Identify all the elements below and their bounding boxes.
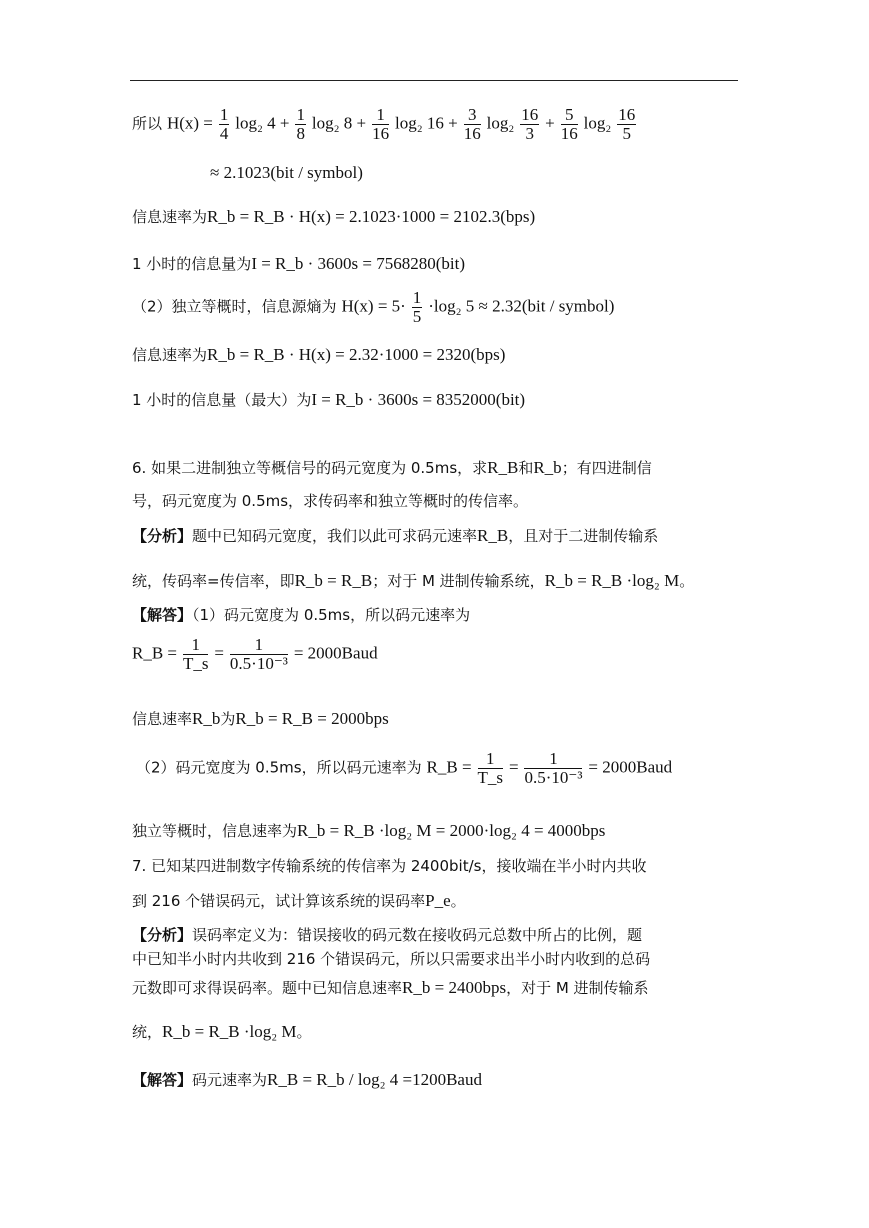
math: H(x) = 5· bbox=[341, 296, 406, 316]
question-6-line-2: 号，码元宽度为 0.5ms，求传码率和独立等概时的传信率。 bbox=[132, 492, 529, 510]
math: log₂ 8 + bbox=[311, 113, 367, 133]
info-rate-line-2 bbox=[132, 345, 505, 365]
numerator: 1 bbox=[296, 105, 305, 124]
denominator: 0.5·10⁻³ bbox=[524, 767, 583, 787]
text: 6. 如果二进制独立等概信号的码元宽度为 0.5ms，求 bbox=[132, 459, 488, 477]
math: ·log₂ 5 ≈ 2.32(bit / symbol) bbox=[428, 296, 615, 316]
analysis-7-line-1 bbox=[132, 926, 642, 945]
fraction bbox=[524, 750, 582, 787]
text: 到 216 个错误码元，试计算该系统的误码率 bbox=[132, 892, 426, 910]
analysis-6-line-2 bbox=[132, 571, 694, 591]
math: R_B = R_b / log₂ 4 =1200Baud bbox=[267, 1070, 482, 1089]
baud-rate-formula-1 bbox=[132, 636, 378, 673]
math: R_b = R_B bbox=[294, 571, 373, 590]
text: 统，传码率=传信率，即 bbox=[132, 572, 295, 590]
fraction bbox=[412, 289, 423, 326]
info-rate-quaternary-line bbox=[132, 821, 605, 841]
fraction bbox=[295, 106, 306, 143]
denominator: 8 bbox=[296, 123, 305, 143]
text: 信息速率为 bbox=[132, 208, 208, 226]
text: （1）码元宽度为 0.5ms，所以码元速率为 bbox=[192, 606, 471, 624]
fraction bbox=[617, 106, 636, 143]
text: 统， bbox=[132, 1023, 163, 1041]
math: log₂ bbox=[486, 113, 515, 133]
fraction bbox=[230, 636, 288, 673]
text: 和 bbox=[518, 459, 534, 477]
numerator: 1 bbox=[219, 105, 229, 124]
denominator: 16 bbox=[463, 123, 481, 143]
math: P_e bbox=[425, 891, 451, 910]
math: R_b = R_B ·log₂ M = 2000·log₂ 4 = 4000bps bbox=[297, 821, 606, 840]
fraction bbox=[219, 106, 230, 143]
text: 独立等概时，信息速率为 bbox=[132, 822, 298, 840]
equiprobable-entropy-line bbox=[132, 289, 614, 326]
header-rule bbox=[130, 80, 738, 81]
math: = bbox=[508, 757, 519, 777]
numerator: 5 bbox=[561, 106, 578, 125]
math: R_b = R_B · H(x) = 2.1023·1000 = 2102.3(bps) bbox=[207, 207, 536, 226]
analysis-label: 【分析】 bbox=[132, 926, 193, 944]
math: R_b = 2400bps bbox=[402, 978, 507, 997]
numerator: 16 bbox=[618, 105, 636, 124]
denominator: 5 bbox=[622, 123, 631, 143]
analysis-6-line-1 bbox=[132, 526, 658, 546]
numerator: 1 bbox=[183, 636, 209, 655]
math: R_B bbox=[487, 458, 519, 477]
math: R_B = bbox=[132, 643, 178, 663]
entropy-formula-line bbox=[132, 106, 637, 143]
text: 误码率定义为：错误接收的码元数在接收码元总数中所占的比例，题 bbox=[192, 926, 643, 944]
question-6-line-1 bbox=[132, 458, 652, 478]
hour-info-max-line bbox=[132, 390, 525, 410]
fraction bbox=[520, 106, 539, 143]
math: I = R_b · 3600s = 7568280(bit) bbox=[251, 254, 466, 273]
text: （2）独立等概时，信息源熵为 bbox=[132, 297, 337, 316]
math: R_b = R_B ·log₂ M bbox=[544, 571, 680, 590]
numerator: 1 bbox=[230, 636, 288, 655]
denominator: 5 bbox=[412, 306, 422, 326]
math: R_b = R_B = 2000bps bbox=[235, 709, 389, 728]
solution-label: 【解答】 bbox=[132, 606, 193, 624]
numerator: 1 bbox=[478, 750, 504, 769]
math: R_b bbox=[533, 458, 562, 477]
fraction bbox=[464, 106, 481, 143]
numerator: 1 bbox=[412, 288, 422, 307]
question-7-line-2 bbox=[132, 891, 466, 911]
analysis-7-line-4 bbox=[132, 1022, 312, 1042]
fraction bbox=[561, 106, 578, 143]
baud-rate-formula-2 bbox=[136, 750, 672, 787]
numerator: 3 bbox=[464, 106, 481, 125]
denominator: 16 bbox=[560, 123, 578, 143]
info-rate-line bbox=[132, 207, 535, 227]
math: R_b bbox=[192, 709, 221, 728]
denominator: T_s bbox=[182, 653, 209, 673]
math: log₂ 16 + bbox=[395, 113, 458, 133]
text: 为 bbox=[220, 710, 236, 728]
fraction bbox=[478, 750, 504, 787]
text: 题中已知码元宽度，我们以此可求码元速率 bbox=[192, 527, 478, 545]
hour-info-line bbox=[132, 254, 465, 274]
text: 元数即可求得误码率。题中已知信息速率 bbox=[132, 979, 403, 997]
analysis-label: 【分析】 bbox=[132, 527, 193, 545]
denominator: 4 bbox=[219, 123, 229, 143]
math: = 2000Baud bbox=[293, 643, 378, 663]
text: 信息速率 bbox=[132, 710, 193, 728]
text: 码元速率为 bbox=[192, 1071, 268, 1089]
math: R_B = bbox=[426, 757, 472, 777]
numerator: 16 bbox=[521, 105, 539, 124]
math: H(x) = bbox=[166, 113, 213, 133]
denominator: 0.5·10⁻³ bbox=[229, 653, 288, 673]
denominator: 3 bbox=[525, 123, 534, 143]
text: 1 小时的信息量为 bbox=[132, 255, 252, 273]
solution-7-line-1 bbox=[132, 1070, 482, 1090]
math: = 2000Baud bbox=[588, 757, 673, 777]
math: + bbox=[545, 113, 555, 133]
denominator: 16 bbox=[372, 123, 390, 143]
text: ，对于 M 进制传输系 bbox=[506, 979, 649, 997]
numerator: 1 bbox=[524, 750, 582, 769]
text: ；对于 M 进制传输系统， bbox=[372, 572, 545, 590]
text: 所以 bbox=[132, 114, 163, 133]
entropy-approx: ≈ 2.1023(bit / symbol) bbox=[210, 163, 363, 182]
denominator: T_s bbox=[477, 767, 503, 787]
analysis-7-line-2: 中已知半小时内共收到 216 个错误码元，所以只需要求出半小时内收到的总码 bbox=[132, 950, 651, 968]
fraction bbox=[183, 636, 209, 673]
math: R_b = R_B · H(x) = 2.32·1000 = 2320(bps) bbox=[207, 345, 506, 364]
fraction bbox=[372, 106, 389, 143]
numerator: 1 bbox=[372, 106, 389, 125]
math: log₂ bbox=[583, 113, 612, 133]
text: 。 bbox=[296, 1023, 312, 1041]
solution-label: 【解答】 bbox=[132, 1071, 193, 1089]
text: 。 bbox=[450, 892, 466, 910]
solution-6-line-1 bbox=[132, 606, 470, 625]
text: （2）码元宽度为 0.5ms，所以码元速率为 bbox=[136, 758, 422, 777]
info-rate-binary-line bbox=[132, 709, 389, 729]
math: R_b = R_B ·log₂ M bbox=[162, 1022, 297, 1041]
analysis-7-line-3 bbox=[132, 978, 649, 998]
math: I = R_b · 3600s = 8352000(bit) bbox=[311, 390, 526, 409]
text: 1 小时的信息量（最大）为 bbox=[132, 391, 312, 409]
text: ；有四进制信 bbox=[561, 459, 652, 477]
text: 信息速率为 bbox=[132, 346, 208, 364]
math: R_B bbox=[477, 526, 509, 545]
math: log₂ 4 + bbox=[235, 113, 290, 133]
text: 。 bbox=[679, 572, 695, 590]
question-7-line-1: 7. 已知某四进制数字传输系统的传信率为 2400bit/s，接收端在半小时内共收 bbox=[132, 857, 647, 875]
math: = bbox=[214, 643, 224, 663]
text: ，且对于二进制传输系 bbox=[508, 527, 659, 545]
